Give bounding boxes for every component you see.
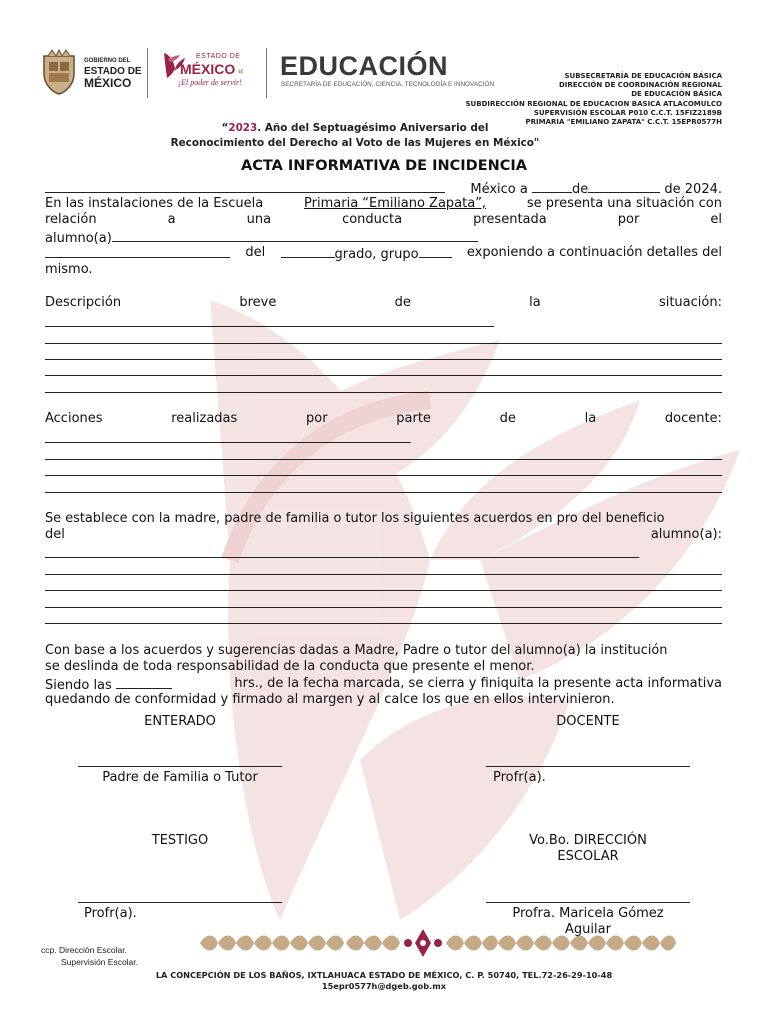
ccp-line-2: Supervisión Escolar.	[61, 957, 139, 967]
alumno-name-blank[interactable]	[112, 229, 478, 242]
closing-hrs: hrs., de la fecha marcada, se cierra y finiquita la presente acta informativa	[234, 676, 722, 691]
relation-line	[45, 212, 722, 228]
footer-address	[0, 970, 768, 992]
anio-year: 2023	[228, 122, 258, 134]
word: por	[305, 411, 328, 426]
anio-leyenda	[150, 121, 560, 151]
descripcion-blank-line[interactable]	[45, 359, 722, 360]
blank-line[interactable]	[45, 180, 445, 193]
descripcion-blank-line[interactable]	[45, 392, 722, 393]
estado-slogan: ¡El poder de servir!	[178, 78, 242, 87]
expo-label: exponiendo a continuación detalles del	[466, 245, 722, 260]
grado-blank[interactable]	[281, 245, 335, 258]
acuerdos-line-1: Se establece con la madre, padre de familia o tutor los siguientes acuerdos en pro del beneficio	[45, 511, 665, 526]
word: de	[499, 411, 516, 426]
acuerdos-blank-line[interactable]	[45, 557, 639, 558]
direccion-signature-line[interactable]	[486, 902, 690, 903]
grupo-blank[interactable]	[419, 245, 452, 258]
word: la	[529, 295, 541, 310]
estado-shield-icon	[38, 48, 80, 96]
school-post: se presenta una situación con	[526, 196, 722, 211]
month-blank[interactable]	[588, 180, 660, 193]
date-suffix: de 2024.	[664, 182, 722, 197]
vobo-line-1: Vo.Bo. DIRECCIÓN	[529, 833, 647, 848]
word: Acciones	[45, 411, 103, 426]
descripcion-blank-line[interactable]	[45, 326, 494, 327]
day-blank[interactable]	[532, 180, 572, 193]
testigo-label: TESTIGO	[151, 833, 209, 848]
school-line	[45, 196, 722, 212]
dependencia-line: SUPERVISIÓN ESCOLAR P010 C.C.T. 15FIZ2189B	[533, 108, 722, 117]
closing-line-2: se deslinda de toda responsabilidad de la conducta que presente el menor.	[45, 659, 535, 674]
acciones-blank-line[interactable]	[45, 492, 722, 493]
estado-small-label: ESTADO DE	[196, 53, 241, 60]
vobo-label	[488, 833, 688, 865]
word: de	[394, 295, 411, 310]
closing-line-4: quedando de conformidad y firmado al margen y al calce los que en ellos intervinieron.	[45, 692, 615, 707]
word: a	[167, 212, 176, 227]
educacion-title: EDUCACIÓN	[280, 51, 449, 81]
padre-label: Padre de Familia o Tutor	[102, 770, 258, 785]
header-divider	[147, 48, 148, 98]
acciones-blank-line[interactable]	[45, 459, 722, 460]
dependencia-line: PRIMARIA "EMILIANO ZAPATA" C.C.T. 15EPR0577H	[525, 118, 722, 127]
dependencia-line: SUBSECRETARÍA DE EDUCACIÓN BÁSICA	[564, 72, 722, 80]
word: parte	[396, 411, 431, 426]
word: relación	[45, 212, 97, 227]
dependencia-line: SUBDIRECCIÓN REGIONAL DE EDUCACION BASICA ATLACOMULCO	[465, 99, 722, 108]
word: una	[246, 212, 272, 227]
dependencia-line: DE EDUCACIÓN BÁSICA	[631, 90, 722, 99]
mismo-line: mismo.	[45, 262, 93, 277]
alumno-name-blank-2[interactable]	[45, 245, 230, 258]
grado-line	[45, 245, 722, 263]
acciones-heading	[45, 411, 722, 427]
gobierno-big: MÉXICO	[84, 76, 132, 90]
email-line: 15epr0577h@dgeb.gob.mx	[321, 981, 447, 991]
gobierno-logo-text	[84, 56, 142, 90]
date-de: de	[572, 182, 589, 197]
ornament-border-icon	[186, 928, 676, 958]
acuerdos-blank-line[interactable]	[45, 590, 722, 591]
word: situación:	[658, 295, 722, 310]
anio-line-2: Reconocimiento del Derecho al Voto de las Mujeres en México"	[170, 137, 540, 149]
testigo-signature-line[interactable]	[78, 902, 282, 903]
dependencia-lines	[466, 72, 722, 127]
chevron-ornament-icon: «	[235, 66, 244, 77]
header-divider-2	[266, 48, 267, 98]
profr-label: Profr(a).	[493, 770, 546, 785]
word: por	[617, 212, 640, 227]
copia-para	[41, 944, 138, 968]
docente-signature-line[interactable]	[486, 766, 690, 767]
enterado-label: ENTERADO	[144, 714, 216, 729]
estado-big-label	[180, 61, 244, 77]
vobo-line-2: ESCOLAR	[557, 849, 619, 864]
acuerdos-line-2	[45, 527, 722, 543]
page-title: ACTA INFORMATIVA DE INCIDENCIA	[240, 158, 528, 174]
word: breve	[239, 295, 277, 310]
hora-blank[interactable]	[116, 676, 172, 689]
descripcion-blank-line[interactable]	[45, 343, 722, 344]
ccp-line-1: ccp. Dirección Escolar.	[41, 945, 127, 955]
school-pre: En las instalaciones de la Escuela	[45, 196, 264, 211]
dependencia-line: DIRECCIÓN DE COORDINACIÓN REGIONAL	[558, 81, 722, 90]
word: presentada	[473, 212, 547, 227]
acuerdos-blank-line[interactable]	[45, 607, 722, 608]
del-label: del	[245, 245, 266, 260]
word: conducta	[342, 212, 403, 227]
educacion-subtitle: SECRETARÍA DE EDUCACIÓN, CIENCIA, TECNOLOGÍA E INNOVACIÓN	[281, 81, 495, 88]
descripcion-blank-line[interactable]	[45, 375, 722, 376]
gobierno-small: GOBIERNO DEL	[84, 58, 131, 64]
directora-line-1: Profra. Maricela Gómez	[512, 906, 664, 921]
descripcion-heading	[45, 295, 722, 311]
alumno-label: alumno(a)	[45, 231, 112, 246]
word: la	[584, 411, 597, 426]
school-name: Primaria “Emiliano Zapata”,	[304, 196, 487, 211]
acciones-blank-line[interactable]	[45, 442, 411, 443]
acuerdos-alumno: alumno(a):	[650, 527, 722, 542]
gobierno-mid: ESTADO DE	[84, 66, 142, 77]
directora-line-2: Aguilar	[565, 922, 611, 937]
testigo-profr-label: Profr(a).	[84, 906, 137, 921]
closing-line-1: Con base a los acuerdos y sugerencias dadas a Madre, Padre o tutor del alumno(a) la institución	[45, 643, 668, 658]
acuerdos-blank-line[interactable]	[45, 574, 722, 575]
padre-signature-line[interactable]	[78, 766, 282, 767]
date-prefix: México a	[470, 182, 528, 197]
word: docente:	[664, 411, 722, 426]
estado-mexico: MÉXICO	[180, 61, 236, 77]
word: Descripción	[45, 295, 122, 310]
acuerdos-blank-line[interactable]	[45, 623, 722, 624]
address-line: LA CONCEPCIÓN DE LOS BAÑOS, IXTLAHUACA ESTADO DE MÉXICO, C. P. 50740, TEL.72-26-29-10-48	[155, 970, 613, 980]
closing-siendo: Siendo las	[45, 678, 112, 693]
acuerdos-del: del	[45, 527, 65, 542]
grado-label: grado, grupo	[334, 247, 419, 262]
acciones-blank-line[interactable]	[45, 475, 722, 476]
word: realizadas	[171, 411, 238, 426]
word: el	[710, 212, 722, 227]
docente-label: DOCENTE	[556, 714, 620, 729]
anio-line-1: . Año del Septuagésimo Aniversario del	[257, 122, 489, 134]
anio-open-quote: “	[221, 122, 229, 134]
